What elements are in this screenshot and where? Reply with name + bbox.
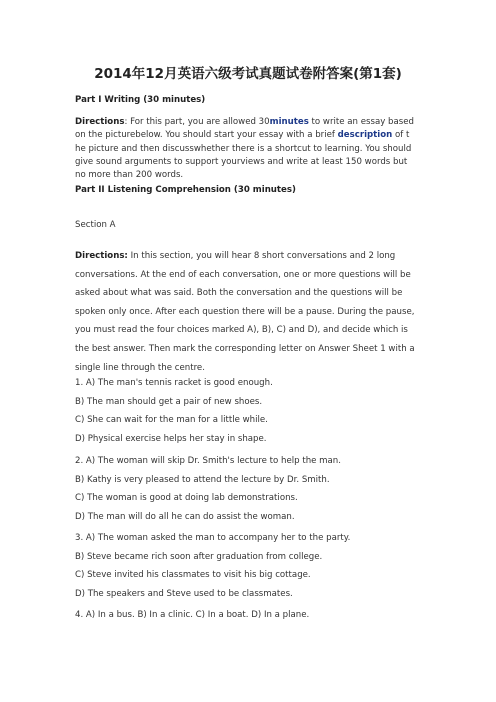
question-option: D) The man will do all he can do assist the woman.	[75, 511, 295, 522]
question-option: B) The man should get a pair of new shoes.	[75, 396, 263, 407]
part2-dir-line-2: conversations. At the end of each conversation, one or more questions will be	[75, 269, 411, 280]
part2-heading	[75, 184, 425, 197]
highlight-minutes: minutes	[269, 117, 309, 127]
question-option: B) Steve became rich soon after graduation from college.	[75, 551, 323, 562]
question-2	[75, 452, 425, 526]
question-option: D) The speakers and Steve used to be classmates.	[75, 588, 293, 599]
section-a-label	[75, 219, 425, 232]
question-4	[75, 606, 425, 625]
part2-dir-line-5: you must read the four choices marked A), B), C) and D), and decide which is	[75, 325, 408, 336]
part1-line-1: Directions: For this part, you are allowed 30minutes to write an essay based	[75, 117, 414, 127]
question-option: C) Steve invited his classmates to visit his big cottage.	[75, 570, 311, 581]
question-3	[75, 529, 425, 603]
part1-line-3: he picture and then discusswhether there is a shortcut to learning. You should	[75, 143, 412, 154]
question-option: C) The woman is good at doing lab demonstrations.	[75, 493, 298, 504]
section-a-text: Section A	[75, 220, 116, 230]
highlight-description: description	[337, 130, 393, 141]
question-option: 3. A) The woman asked the man to accompany her to the party.	[75, 533, 351, 543]
question-option: 1. A) The man's tennis racket is good enough.	[75, 378, 273, 388]
question-1	[75, 374, 425, 448]
question-option: C) She can wait for the man for a little while.	[75, 415, 268, 426]
part1-directions	[75, 116, 425, 182]
part2-dir-line-1: Directions: In this section, you will hear 8 short conversations and 2 long	[75, 251, 396, 261]
part1-line-5: no more than 200 words.	[75, 170, 184, 181]
part2-heading-text: Part II Listening Comprehension (30 minutes)	[75, 185, 296, 195]
part1-line-4: give sound arguments to support yourviews and write at least 150 words but	[75, 156, 408, 167]
part2-directions	[75, 247, 425, 377]
question-option: D) Physical exercise helps her stay in shape.	[75, 433, 267, 444]
part2-dir-line-4: spoken only once. After each question there will be a pause. During the pause,	[75, 306, 415, 317]
question-option: B) Kathy is very pleased to attend the lecture by Dr. Smith.	[75, 474, 330, 485]
question-option: 2. A) The woman will skip Dr. Smith's lecture to help the man.	[75, 456, 341, 466]
question-option: 4. A) In a bus. B) In a clinic. C) In a boat. D) In a plane.	[75, 610, 310, 620]
part1-line-2: on the picturebelow. You should start your essay with a brief description of t	[75, 130, 410, 141]
part2-directions-label: Directions:	[75, 251, 128, 261]
document-title: 2014年12月英语六级考试真题试卷附答案(第1套)	[94, 66, 402, 82]
part1-heading-text: Part I Writing (30 minutes)	[75, 95, 206, 105]
part2-dir-line-6: the best answer. Then mark the corresponding letter on Answer Sheet 1 with a	[75, 343, 415, 354]
directions-label: Directions	[75, 117, 125, 127]
part2-dir-line-3: asked about what was said. Both the conversation and the questions will be	[75, 288, 403, 299]
part2-dir-line-7: single line through the centre.	[75, 362, 205, 373]
part1-heading	[75, 94, 425, 107]
